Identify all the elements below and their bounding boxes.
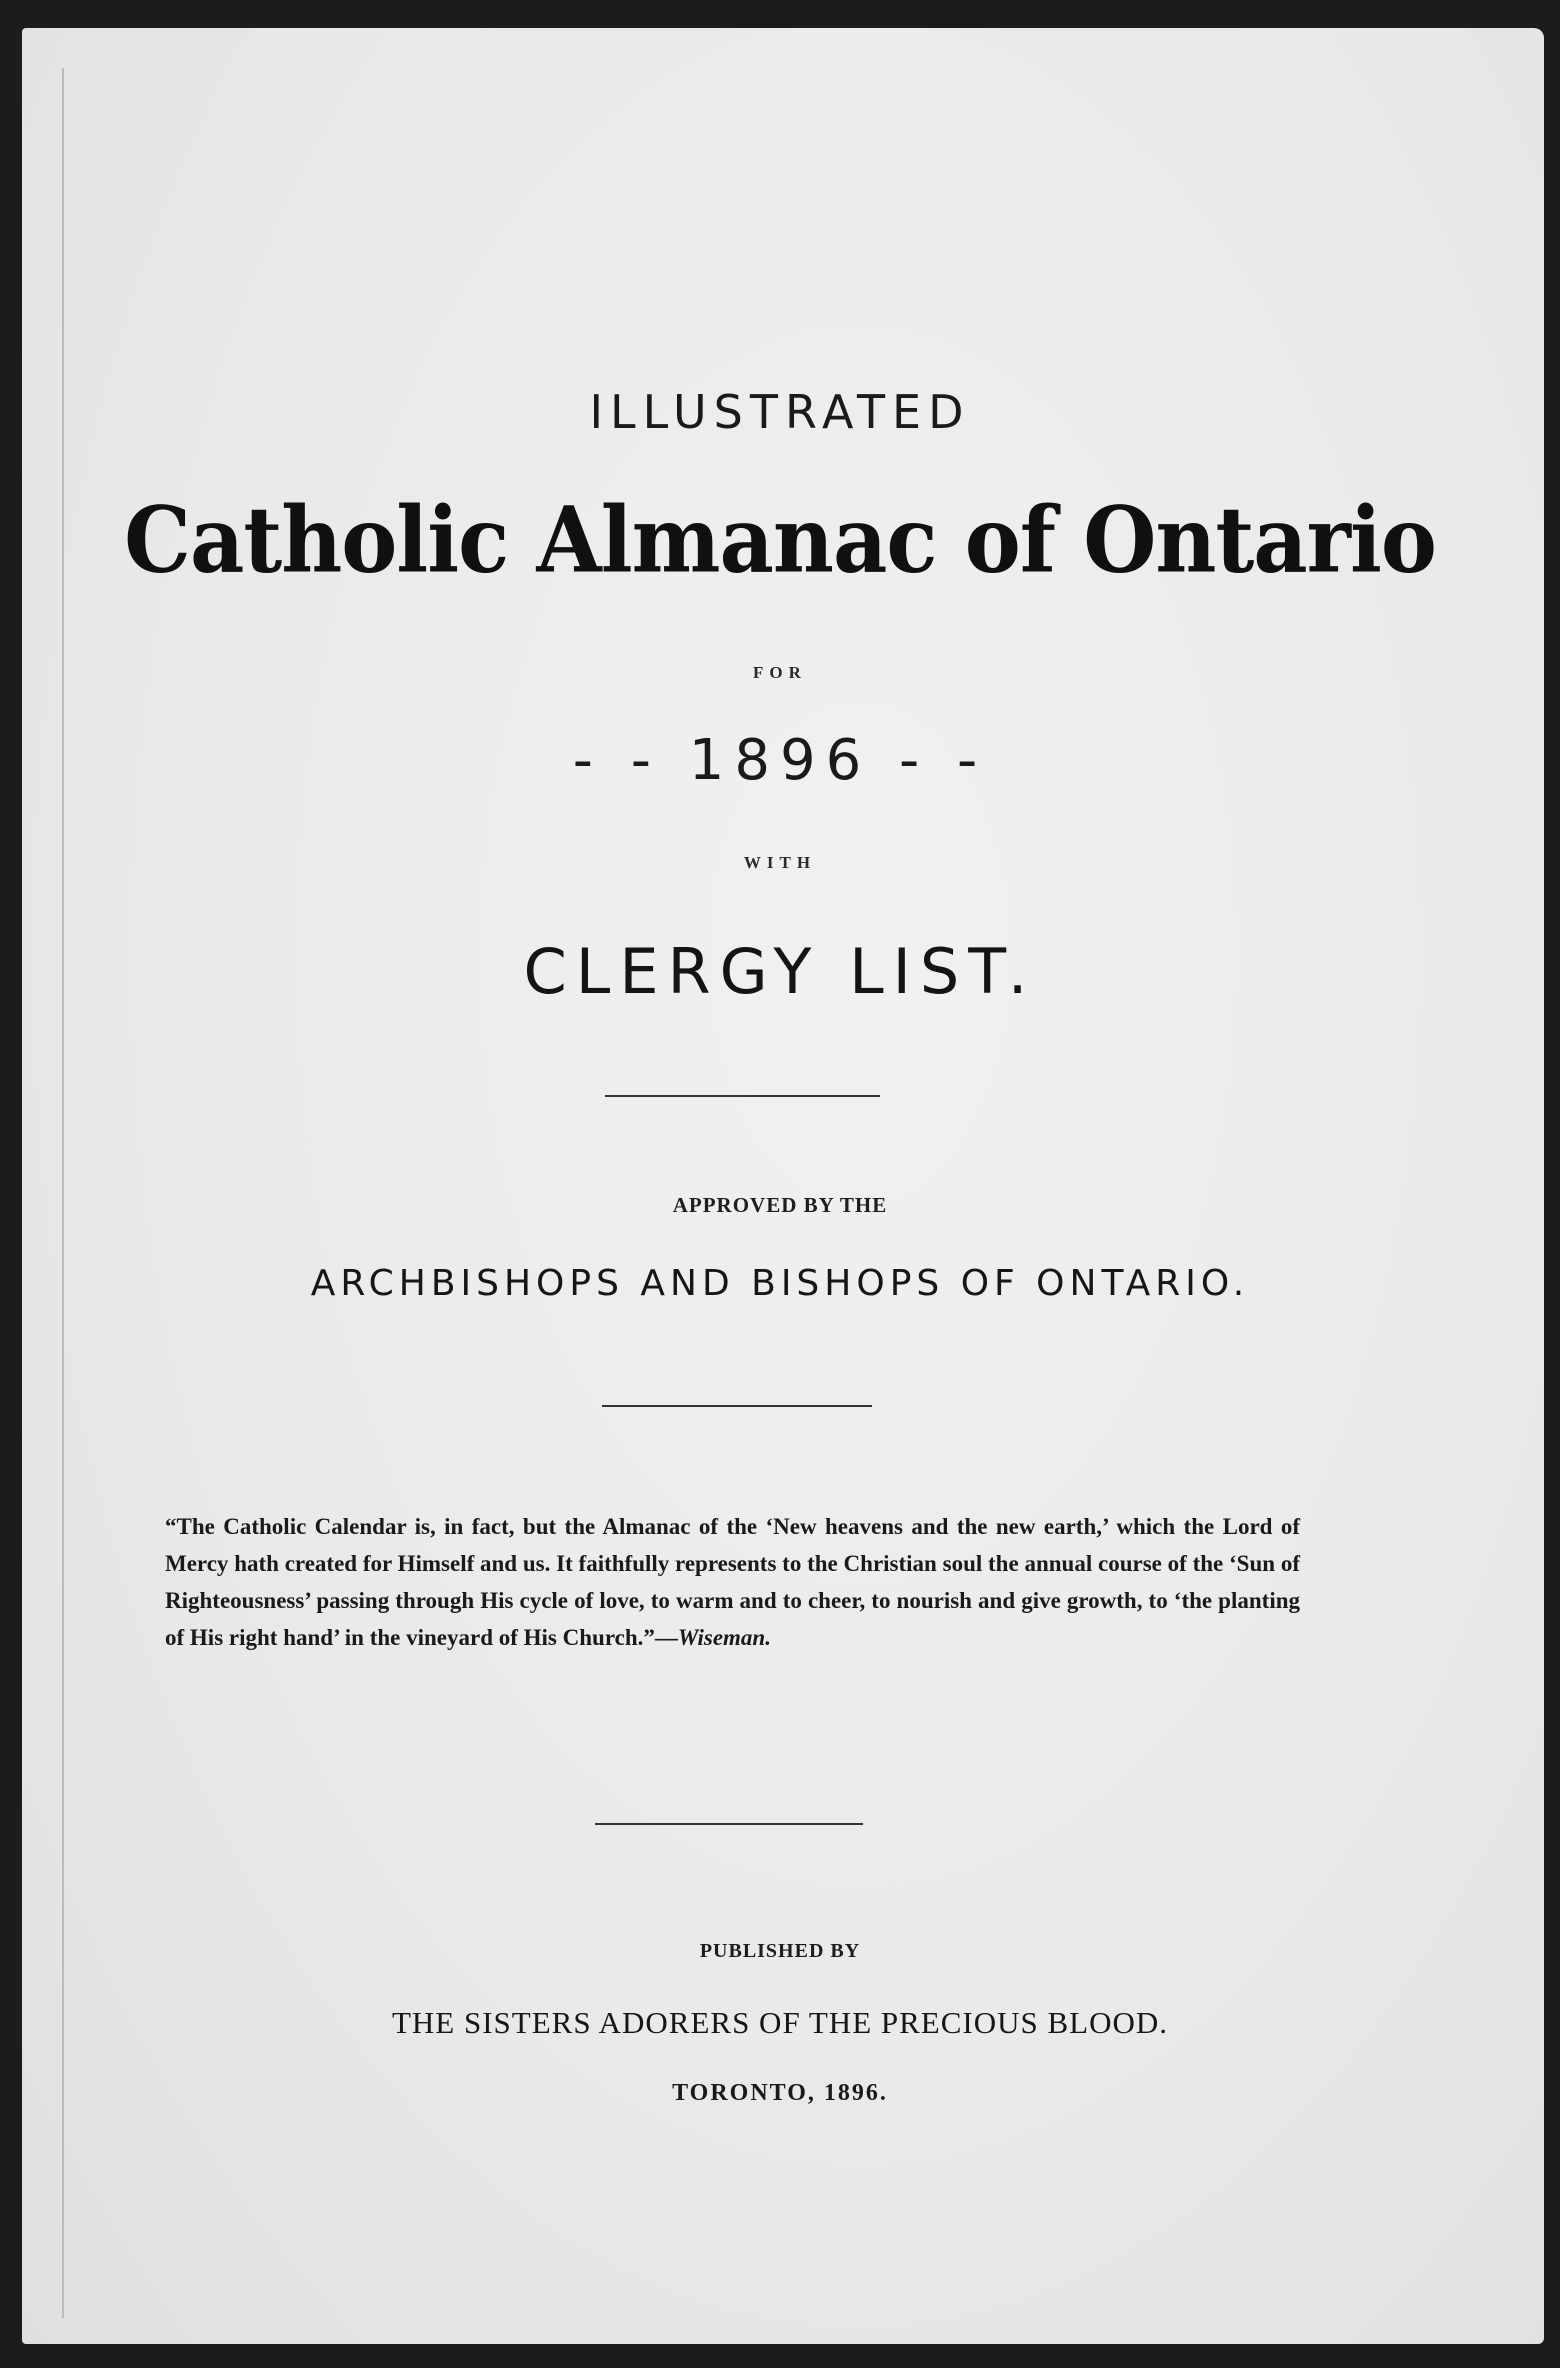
main-title: Catholic Almanac of Ontario xyxy=(124,486,1436,593)
for-label: FOR xyxy=(753,663,807,682)
place-and-date: TORONTO, 1896. xyxy=(672,2080,888,2106)
wiseman-quote xyxy=(165,1508,1300,1656)
illustrated-heading: ILLUSTRATED xyxy=(589,385,971,439)
published-by-label: PUBLISHED BY xyxy=(699,1940,861,1962)
year-line: - - 1896 - - xyxy=(572,728,988,793)
divider-rule-1 xyxy=(605,1095,880,1097)
book-page xyxy=(22,28,1544,2344)
quote-text: “The Catholic Calendar is, in fact, but the Almanac of the ‘New heavens and the new earth,’ which the Lord of Mercy hath created for Himself and us. It faithfully represents to the Christian soul the annual course of the ‘Sun of Righteousness’ passing through His cycle of love, to warm and to cheer, to nourish and give growth, to ‘the planting of His right hand’ in the vineyard of His Church.”— xyxy=(165,1514,1300,1650)
approved-by-label: APPROVED BY THE xyxy=(672,1193,888,1217)
approvers-line: ARCHBISHOPS AND BISHOPS OF ONTARIO. xyxy=(310,1263,1250,1304)
clergy-list-heading: CLERGY LIST. xyxy=(523,935,1037,1008)
divider-rule-2 xyxy=(602,1405,872,1407)
publisher-name: THE SISTERS ADORERS OF THE PRECIOUS BLOOD. xyxy=(391,2005,1169,2040)
divider-rule-3 xyxy=(595,1823,863,1825)
with-label: WITH xyxy=(743,853,817,872)
quote-author: Wiseman. xyxy=(677,1625,771,1650)
